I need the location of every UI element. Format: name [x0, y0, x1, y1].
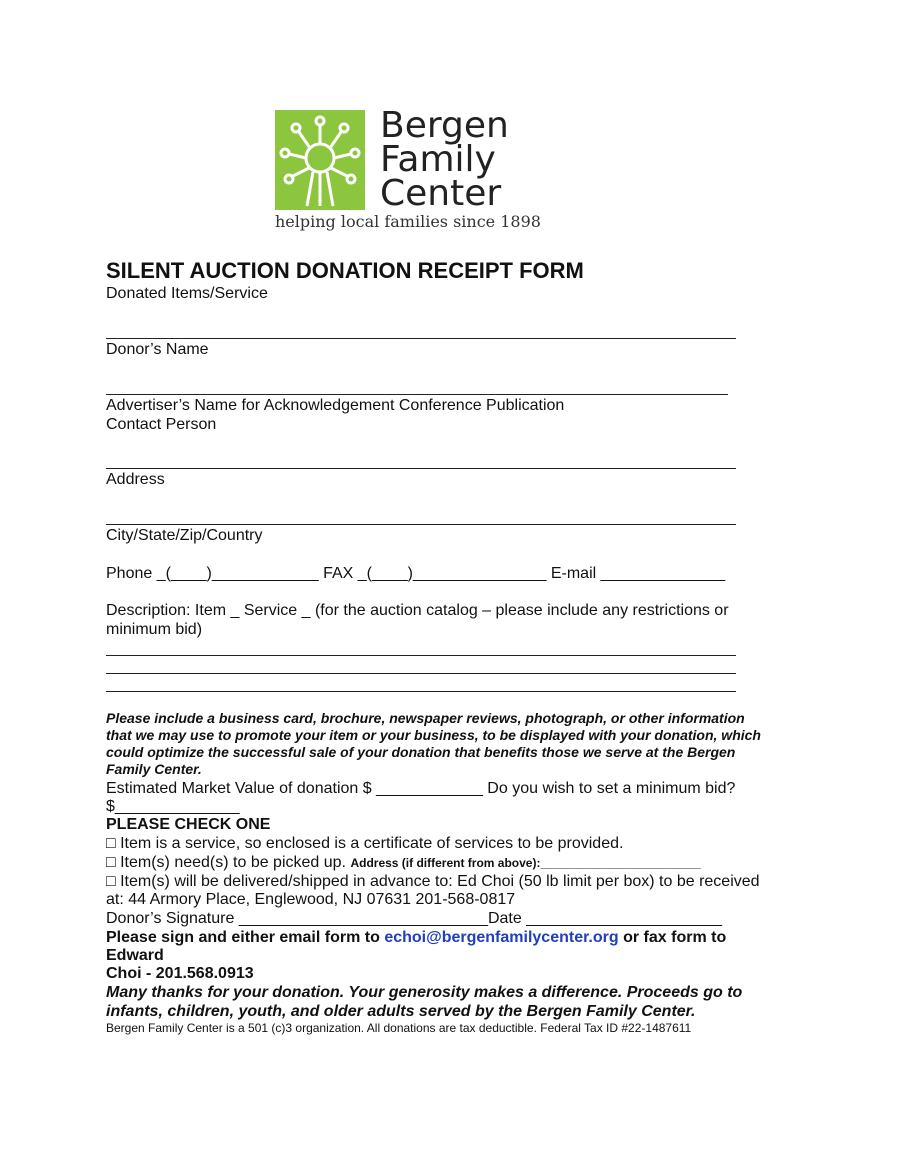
contact-person-label: Contact Person	[106, 416, 217, 433]
donated-items-label: Donated Items/Service	[106, 285, 268, 302]
contact-person-field[interactable]	[106, 468, 736, 469]
city-state-zip-label: City/State/Zip/Country	[106, 527, 263, 544]
sign-prefix: Please sign and either email form to	[106, 929, 380, 946]
market-value-line[interactable]: Estimated Market Value of donation $ ____________ Do you wish to set a minimum bid?	[106, 780, 736, 797]
phone-fax-email-row[interactable]: Phone _(____)____________ FAX _(____)_______________ E-mail ______________	[106, 565, 726, 582]
email-link[interactable]: echoi@bergenfamilycenter.org	[384, 929, 619, 946]
option-pickup-label: □ Item(s) need(s) to be picked up.	[106, 854, 346, 871]
option-pickup-checkbox[interactable]	[106, 853, 701, 873]
thanks-line: infants, children, youth, and older adults served by the Bergen Family Center.	[106, 1003, 696, 1020]
donor-name-label: Donor’s Name	[106, 341, 209, 358]
description-field-line[interactable]	[106, 655, 736, 656]
shipping-address: at: 44 Armory Place, Englewood, NJ 07631 201-568-0817	[106, 891, 516, 908]
thanks-line: Many thanks for your donation. Your generosity makes a difference. Proceeds go to	[106, 984, 743, 1001]
logo-tagline: helping local families since 1898	[275, 212, 541, 231]
instructions-line: Please include a business card, brochure, newspaper reviews, photograph, or other information	[106, 710, 745, 726]
sign-instructions	[106, 928, 726, 947]
minimum-bid-line[interactable]: $______________	[106, 798, 240, 815]
logo-line-3: Center	[380, 173, 502, 214]
description-field-line[interactable]	[106, 673, 736, 674]
option-service-checkbox[interactable]: □ Item is a service, so enclosed is a certificate of services to be provided.	[106, 835, 624, 852]
fax-number: Choi - 201.568.0913	[106, 965, 254, 982]
donor-name-field[interactable]	[106, 394, 728, 395]
option-shipped-checkbox[interactable]: □ Item(s) will be delivered/shipped in advance to: Ed Choi (50 lb limit per box) to be received	[106, 873, 760, 890]
advertiser-label: Advertiser’s Name for Acknowledgement Conference Publication	[106, 397, 565, 414]
description-label-cont: minimum bid)	[106, 621, 203, 638]
address-field[interactable]	[106, 524, 736, 525]
description-field-line[interactable]	[106, 691, 736, 692]
address-label: Address	[106, 471, 165, 488]
signature-date-line[interactable]: Donor’s Signature ____________________________Date ______________________	[106, 910, 722, 927]
logo-tree-icon	[275, 110, 365, 210]
pickup-address-field[interactable]: Address (if different from above):________________________	[350, 856, 701, 870]
donated-items-field[interactable]	[106, 338, 736, 339]
sign-suffix: or fax form to	[623, 929, 727, 946]
form-title: SILENT AUCTION DONATION RECEIPT FORM	[106, 258, 584, 283]
description-label: Description: Item _ Service _ (for the auction catalog – please include any restrictions or	[106, 602, 729, 619]
instructions-line: that we may use to promote your item or your business, to be displayed with your donation, which	[106, 727, 761, 743]
footer-tax-info: Bergen Family Center is a 501 (c)3 organization. All donations are tax deductible. Federal Tax ID #22-1487611	[106, 1021, 692, 1035]
instructions-line: Family Center.	[106, 761, 202, 777]
logo-line-2: Family	[380, 139, 496, 180]
sign-name: Edward	[106, 947, 164, 964]
check-heading: PLEASE CHECK ONE	[106, 816, 271, 833]
instructions-line: could optimize the successful sale of your donation that benefits those we serve at the Bergen	[106, 744, 736, 760]
instructions	[106, 710, 761, 778]
logo-line-1: Bergen	[380, 105, 509, 146]
